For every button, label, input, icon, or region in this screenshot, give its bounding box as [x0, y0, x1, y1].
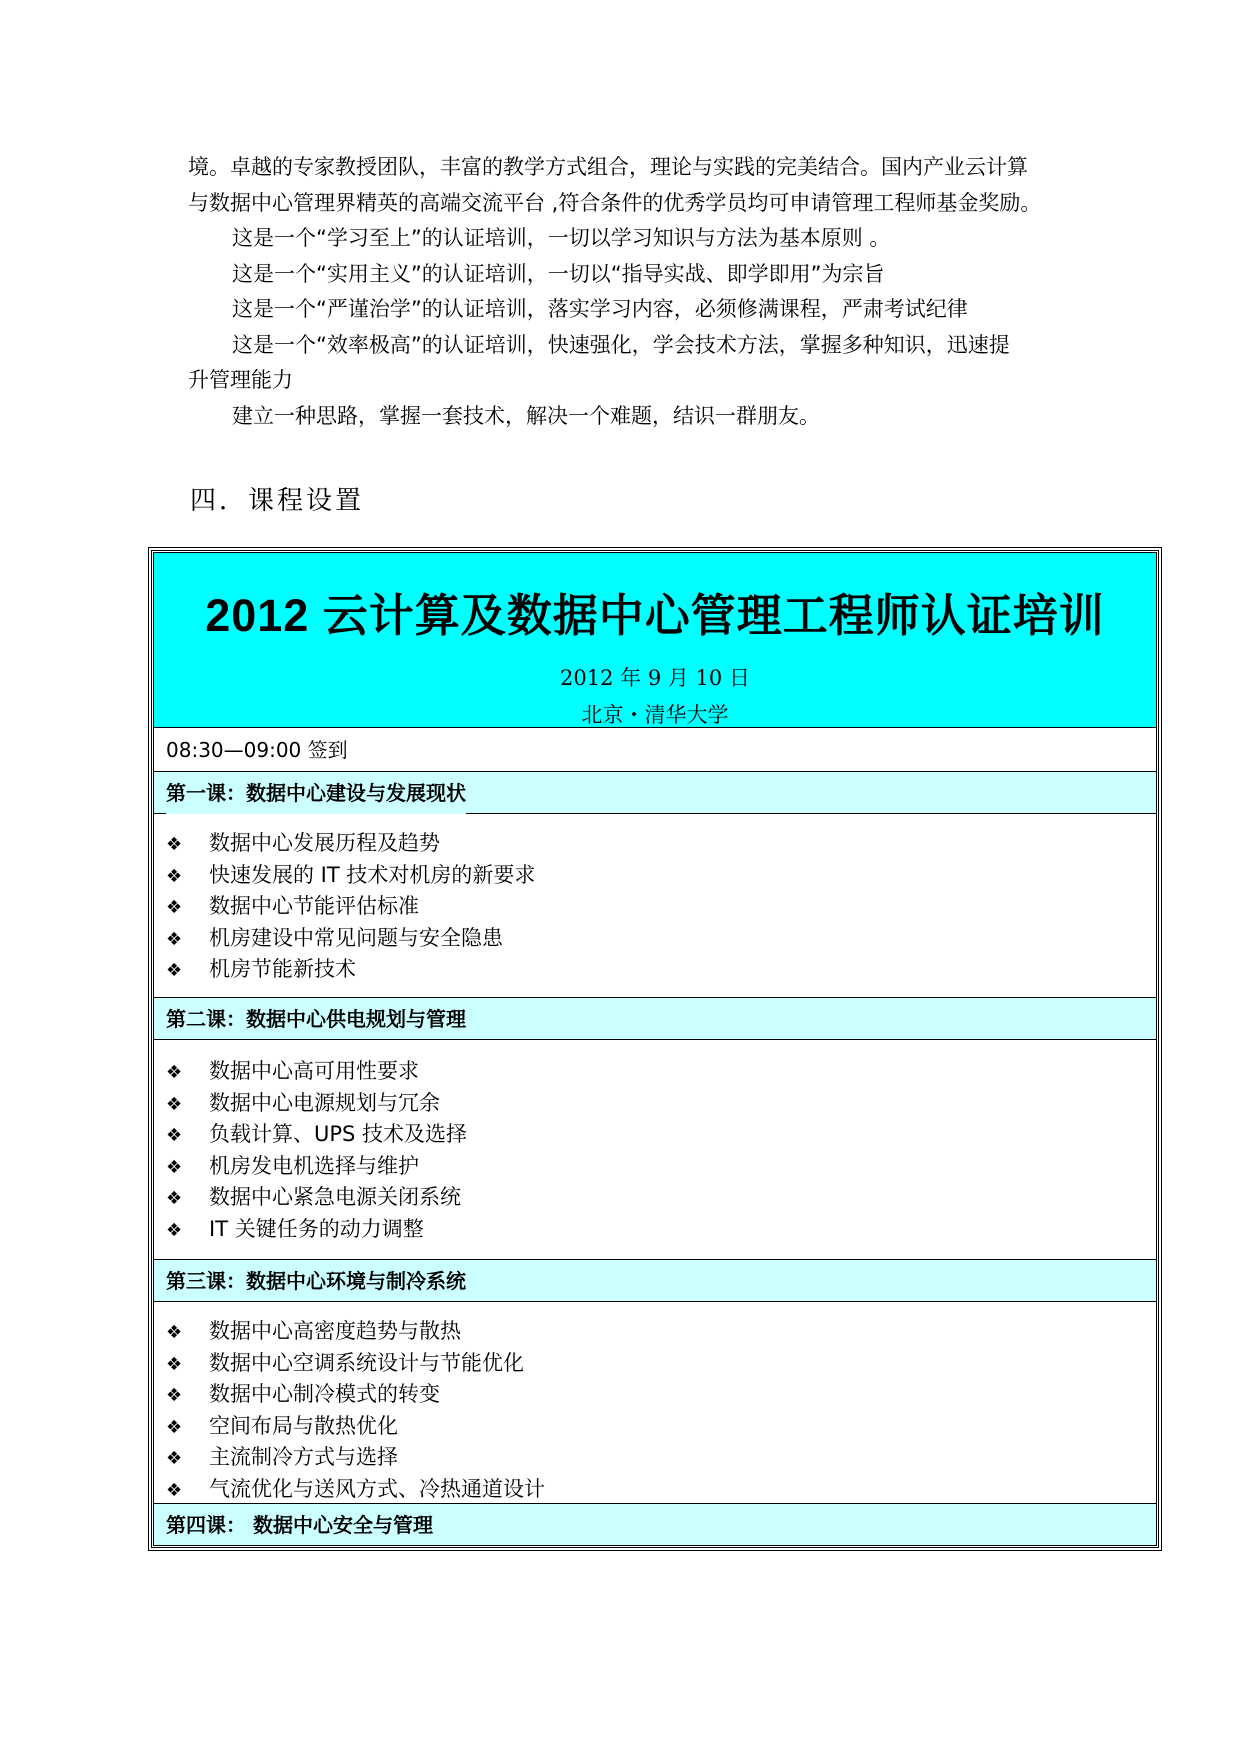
- intro-line: 境。卓越的专家教授团队，丰富的教学方式组合，理论与实践的完美结合。国内产业云计算: [188, 155, 1028, 179]
- list-item: ❖ 数据中心高密度趋势与散热: [166, 1316, 1156, 1348]
- diamond-bullet-icon: ❖: [166, 1353, 183, 1375]
- lesson-header-3: [153, 1260, 1157, 1302]
- diamond-bullet-icon: ❖: [166, 1416, 183, 1438]
- list-item: ❖ IT 关键任务的动力调整: [166, 1214, 1156, 1246]
- lesson-title: 第四课： 数据中心安全与管理: [166, 1513, 433, 1537]
- intro-line: 建立一种思路，掌握一套技术，解决一个难题，结识一群朋友。: [232, 403, 820, 428]
- list-item: ❖ 主流制冷方式与选择: [166, 1442, 1156, 1474]
- diamond-bullet-icon: ❖: [166, 960, 183, 981]
- course-schedule-table: [148, 547, 1162, 1551]
- list-item: ❖ 数据中心电源规划与冗余: [166, 1088, 1156, 1120]
- diamond-bullet-icon: ❖: [166, 1219, 183, 1241]
- diamond-bullet-icon: ❖: [166, 897, 183, 918]
- schedule-banner: [153, 552, 1157, 728]
- lesson-topics-3: [153, 1302, 1157, 1504]
- intro-text: [188, 150, 1068, 434]
- lesson-header-2: [153, 998, 1157, 1040]
- diamond-bullet-icon: ❖: [166, 834, 183, 855]
- lesson-header-4: [153, 1504, 1157, 1546]
- diamond-bullet-icon: ❖: [166, 1156, 183, 1178]
- intro-line: 这是一个“实用主义”的认证培训，一切以“指导实战、即学即用”为宗旨: [232, 261, 885, 286]
- checkin-row: 08:30—09:00 签到: [153, 728, 1157, 772]
- intro-line: 这是一个“学习至上”的认证培训，一切以学习知识与方法为基本原则 。: [232, 226, 891, 250]
- diamond-bullet-icon: ❖: [166, 1479, 183, 1501]
- list-item: ❖ 数据中心空调系统设计与节能优化: [166, 1348, 1156, 1380]
- list-item: ❖ 数据中心发展历程及趋势: [166, 828, 1156, 860]
- list-item: ❖ 负载计算、UPS 技术及选择: [166, 1119, 1156, 1151]
- list-item: ❖ 数据中心节能评估标准: [166, 891, 1156, 923]
- section-heading: 四．课程设置: [190, 486, 365, 516]
- list-item: ❖ 数据中心高可用性要求: [166, 1056, 1156, 1088]
- diamond-bullet-icon: ❖: [166, 1062, 183, 1083]
- intro-line: 与数据中心管理界精英的高端交流平台 ,符合条件的优秀学员均可申请管理工程师基金奖励。: [188, 190, 1042, 215]
- intro-line: 升管理能力: [188, 368, 293, 392]
- diamond-bullet-icon: ❖: [166, 865, 183, 887]
- list-item: ❖ 机房发电机选择与维护: [166, 1151, 1156, 1183]
- list-item: ❖ 机房建设中常见问题与安全隐患: [166, 923, 1156, 955]
- list-item: ❖ 气流优化与送风方式、冷热通道设计: [166, 1474, 1156, 1506]
- intro-line: 这是一个“效率极高”的认证培训，快速强化，学会技术方法，掌握多种知识，迅速提: [232, 332, 1010, 357]
- diamond-bullet-icon: ❖: [166, 1448, 183, 1469]
- intro-line: 这是一个“严谨治学”的认证培训，落实学习内容，必须修满课程，严肃考试纪律: [232, 297, 968, 321]
- lesson-topics-1: [153, 814, 1157, 998]
- list-item: ❖ 数据中心紧急电源关闭系统: [166, 1182, 1156, 1214]
- diamond-bullet-icon: ❖: [166, 928, 183, 950]
- diamond-bullet-icon: ❖: [166, 1093, 183, 1115]
- diamond-bullet-icon: ❖: [166, 1188, 183, 1209]
- diamond-bullet-icon: ❖: [166, 1385, 183, 1406]
- list-item: ❖ 空间布局与散热优化: [166, 1411, 1156, 1443]
- list-item: ❖ 机房节能新技术: [166, 954, 1156, 986]
- schedule-title: 2012 云计算及数据中心管理工程师认证培训: [205, 590, 1105, 641]
- lesson-title: 第二课：数据中心供电规划与管理: [166, 1007, 466, 1031]
- diamond-bullet-icon: ❖: [166, 1322, 183, 1343]
- lesson-topics-2: [153, 1040, 1157, 1260]
- lesson-header-1: [153, 772, 1157, 814]
- schedule-venue: 北京・清华大学: [581, 703, 729, 727]
- list-item: ❖ 数据中心制冷模式的转变: [166, 1379, 1156, 1411]
- lesson-title: 第三课：数据中心环境与制冷系统: [166, 1269, 466, 1293]
- diamond-bullet-icon: ❖: [166, 1125, 183, 1146]
- list-item: ❖ 快速发展的 IT 技术对机房的新要求: [166, 860, 1156, 892]
- schedule-date: 2012 年 9 月 10 日: [560, 666, 750, 690]
- lesson-title: 第一课：数据中心建设与发展现状: [166, 772, 466, 814]
